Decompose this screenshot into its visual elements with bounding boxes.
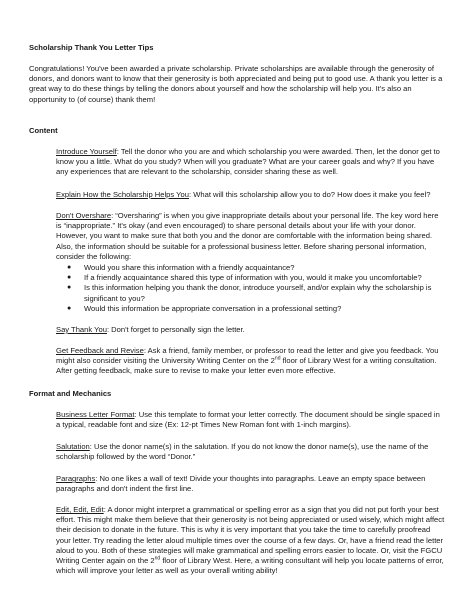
- salutation-label: Salutation: [56, 442, 90, 451]
- bullet-text: Is this information helping you thank the donor, introduce yourself, and/or explain why the scholarship is significant to you?: [84, 283, 432, 303]
- feedback-text-a: : Ask a friend, family member, or professor to read the letter and give you feedback. You might also consider visiting the University Writing Center on the 2: [56, 346, 439, 366]
- business-format-label: Business Letter Format: [56, 410, 135, 419]
- paragraphs-paragraph: [56, 474, 446, 494]
- content-heading: Content: [29, 126, 58, 135]
- bullet-text: If a friendly acquaintance shared this type of information with you, would it make you uncomfortable?: [84, 273, 422, 283]
- document-title: Scholarship Thank You Letter Tips: [29, 43, 154, 52]
- paragraphs-text: : No one likes a wall of text! Divide your thoughts into paragraphs. Leave an empty space between paragraphs and don't indent the first line.: [56, 474, 426, 494]
- introduce-yourself-paragraph: [56, 147, 446, 178]
- overshare-bullet-list: [56, 263, 446, 314]
- paragraphs-label: Paragraphs: [56, 474, 96, 483]
- bullet-icon: ●: [67, 284, 72, 292]
- business-format-text: : Use this template to format your letter correctly. The document should be single spaced in a typical, readable font and size (Ex: 12-pt Times New Roman font with 1-inch margins).: [56, 410, 440, 430]
- bullet-icon: ●: [67, 274, 72, 282]
- list-item: [56, 273, 446, 283]
- introduce-yourself-text: : Tell the donor who you are and which scholarship you were awarded. Then, let the donor get to know you a little. What do you study? When will you graduate? What are your career goals and why? If you have any experiences that are relevant to the scholarship, consider sharing these as well.: [56, 147, 440, 177]
- edit-text-b: floor of Library West. Here, a writing consultant will help you locate patterns of error, which will improve your letter as well as your overall writing ability!: [56, 556, 444, 576]
- intro-paragraph: Congratulations! You've been awarded a private scholarship. Private scholarships are available through the generosity of donors, and donors want to know that their generosity is both appreciated and being put to good use. A thank you letter is a great way to do these things by telling the donors about yourself and how the scholarship will help you. It's also an opportunity to (of course) thank them!: [29, 64, 443, 104]
- bullet-icon: ●: [67, 304, 72, 312]
- list-item: [56, 283, 446, 303]
- feedback-superscript: nd: [274, 355, 281, 362]
- bullet-text: Would this information be appropriate conversation in a professional setting?: [84, 303, 342, 313]
- say-thank-you-text: : Don't forget to personally sign the letter.: [106, 325, 245, 334]
- introduce-yourself-label: Introduce Yourself: [56, 147, 117, 156]
- salutation-paragraph: [56, 442, 446, 462]
- overshare-text: : “Oversharing” is when you give inappropriate details about your personal life. The key word here is “inappropriate.” It's okay (and even encouraged) to share personal details about your life with your donor. However, you want to make sure that both you and the donor are comfortable with the information being shared. Also, the information should be suitable for a professional business letter. Before sharing personal information, consider the following:: [56, 211, 439, 261]
- feedback-text-b: floor of Library West for a writing consultation. After getting feedback, make sure to revise to make your letter even more effective.: [56, 356, 437, 376]
- salutation-text: : Use the donor name(s) in the salutation. If you do not know the donor name(s), use the name of the scholarship followed by the word “Donor.”: [56, 442, 429, 462]
- format-heading: Format and Mechanics: [29, 389, 112, 398]
- overshare-paragraph: [56, 211, 446, 262]
- edit-paragraph: [56, 505, 446, 576]
- edit-text-a: : A donor might interpret a grammatical or spelling error as a sign that you did not put forth your best effort. This might make them believe that their generosity is not being appreciated or used wisely, which might affect their decision to donate in the future. This is why it is very important that you take the time to carefully proofread your letter. Try reading the letter aloud multiple times over the course of a few days. Or, have a friend read the letter aloud to you. Both of these strategies will make grammatical and spelling errors easier to locate. Or, visit the FGCU Writing Center again on the 2: [56, 505, 445, 566]
- say-thank-you-paragraph: [56, 325, 446, 335]
- explain-paragraph: [56, 190, 446, 200]
- business-format-paragraph: [56, 410, 446, 430]
- bullet-icon: ●: [67, 264, 72, 271]
- feedback-label: Get Feedback and Revise: [56, 346, 144, 355]
- list-item: [56, 304, 446, 314]
- bullet-text: Would you share this information with a friendly acquaintance?: [84, 263, 295, 272]
- edit-label: Edit, Edit, Edit: [56, 505, 104, 514]
- overshare-label: Don't Overshare: [56, 211, 112, 220]
- explain-text: : What will this scholarship allow you to do? How does it make you feel?: [188, 190, 431, 199]
- explain-label: Explain How the Scholarship Helps You: [56, 190, 189, 199]
- say-thank-you-label: Say Thank You: [56, 325, 107, 334]
- list-item: [56, 263, 446, 273]
- edit-superscript: nd: [154, 555, 161, 562]
- feedback-paragraph: [56, 346, 446, 377]
